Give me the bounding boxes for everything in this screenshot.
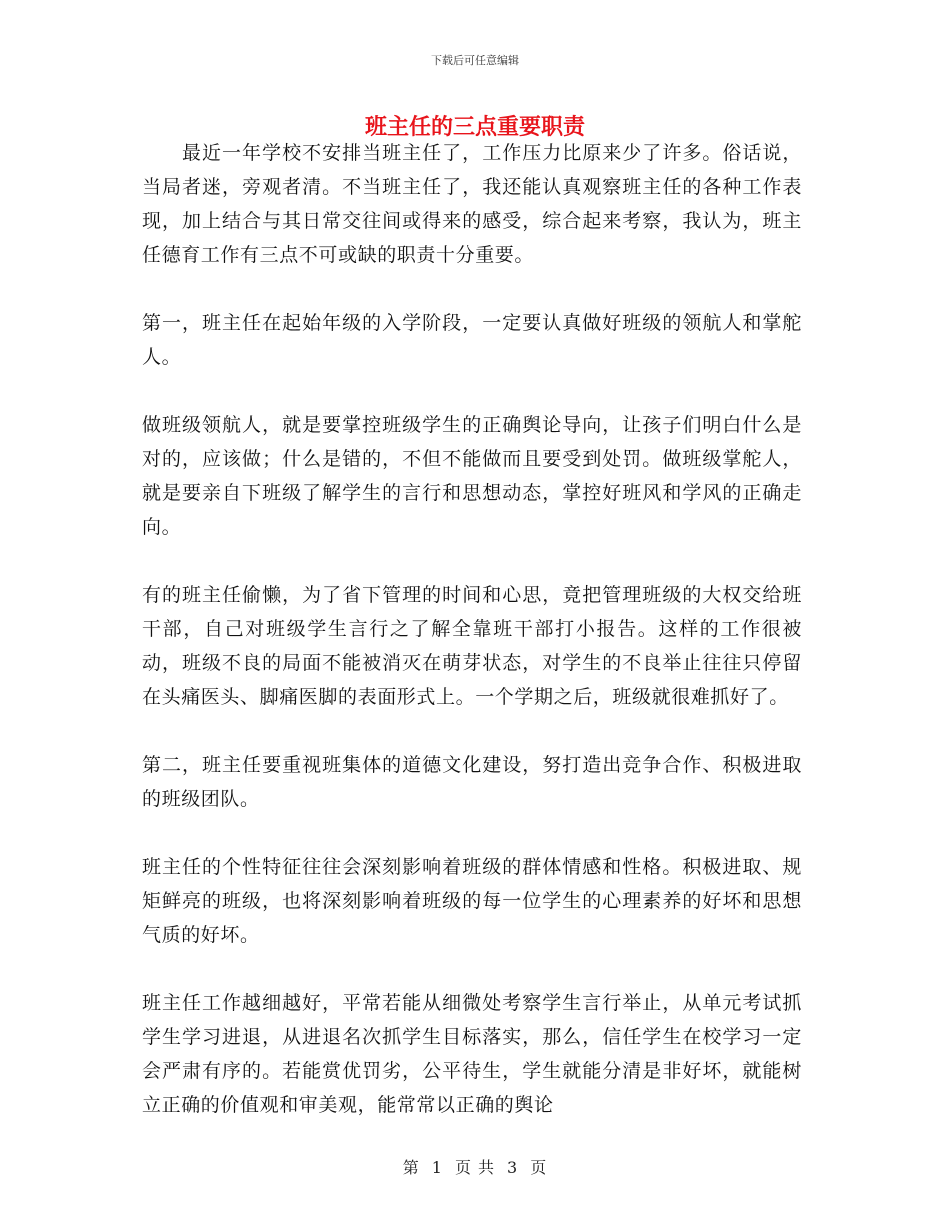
paragraph: 班主任工作越细越好，平常若能从细微处考察学生言行举止，从单元考试抓学生学习进退，从进退名次抓学生目标落实，那么，信任学生在校学习一定会严肃有序的。若能赏优罚劣，公平待生，学生就能分清是非好坏，就能树立正确的价值观和审美观，能常常以正确的舆论 (142, 992, 802, 1116)
footer-suffix: 页 (530, 1158, 548, 1177)
footer-prefix: 第 (402, 1158, 420, 1177)
page-number: 1 (431, 1158, 443, 1177)
footer-middle: 页 共 (454, 1158, 496, 1177)
paragraph: 第一，班主任在起始年级的入学阶段，一定要认真做好班级的领航人和掌舵人。 (142, 312, 802, 368)
paragraph: 做班级领航人，就是要掌控班级学生的正确舆论导向，让孩子们明白什么是对的，应该做；什么是错的，不但不能做而且要受到处罚。做班级掌舵人，就是要亲自下班级了解学生的言行和思想动态，掌控好班风和学风的正确走向。 (142, 414, 802, 538)
header-note: 下载后可任意编辑 (431, 54, 519, 67)
paragraph: 有的班主任偷懒，为了省下管理的时间和心思，竟把管理班级的大权交给班干部，自己对班级学生言行之了解全靠班干部打小报告。这样的工作很被动，班级不良的局面不能被消灭在萌芽状态，对学生的不良举止往往只停留在头痛医头、脚痛医脚的表面形式上。一个学期之后，班级就很难抓好了。 (142, 584, 802, 708)
document-body (142, 136, 802, 1122)
document-title: 班主任的三点重要职责 (364, 114, 585, 140)
paragraph: 第二，班主任要重视班集体的道德文化建设，努打造出竞争合作、积极进取的班级团队。 (142, 754, 802, 810)
paragraph: 最近一年学校不安排当班主任了，工作压力比原来少了许多。俗话说，当局者迷，旁观者清。不当班主任了，我还能认真观察班主任的各种工作表现，加上结合与其日常交往间或得来的感受，综合起来考察，我认为，班主任德育工作有三点不可或缺的职责十分重要。 (142, 142, 802, 266)
page-footer (0, 1155, 950, 1178)
paragraph: 班主任的个性特征往往会深刻影响着班级的群体情感和性格。积极进取、规矩鲜亮的班级，也将深刻影响着班级的每一位学生的心理素养的好坏和思想气质的好坏。 (142, 856, 802, 946)
page-total: 3 (507, 1158, 519, 1177)
